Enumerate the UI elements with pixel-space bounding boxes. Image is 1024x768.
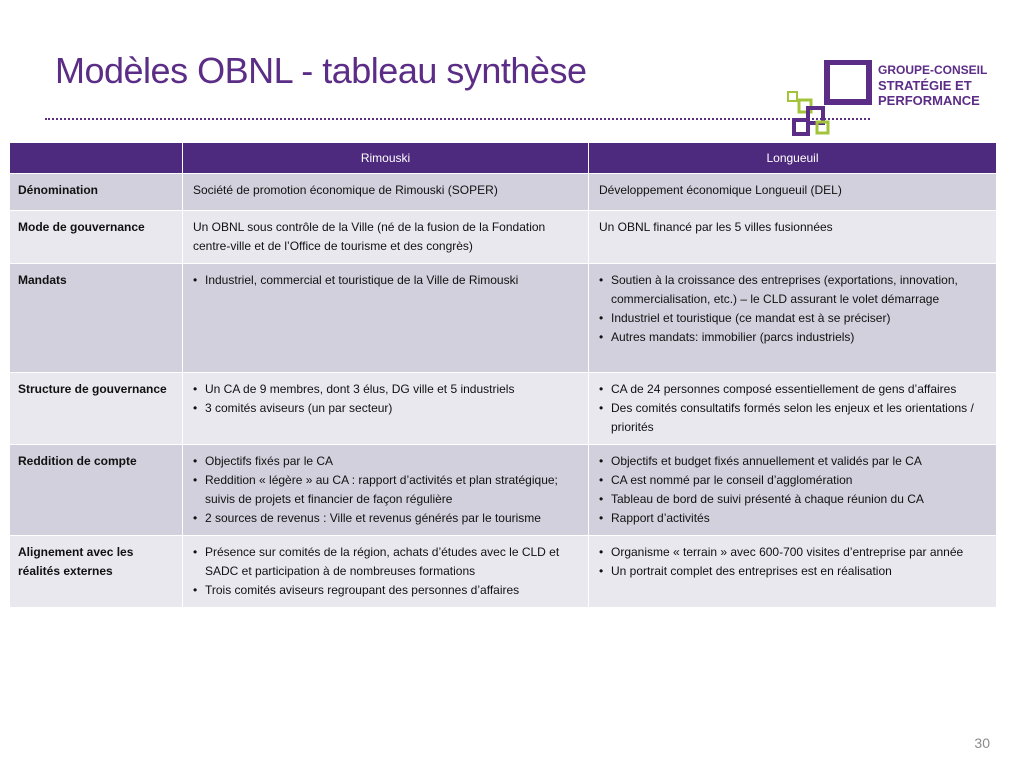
- page-number: 30: [974, 735, 990, 751]
- cell-longueuil: [589, 536, 997, 608]
- logo-frame-shape: [827, 62, 869, 102]
- logo-line-3: PERFORMANCE: [878, 93, 980, 108]
- list-item: • Objectifs fixés par le CA: [193, 452, 578, 471]
- list-item: • Un portrait complet des entreprises est en réalisation: [599, 562, 986, 581]
- list-item: • Des comités consultatifs formés selon les enjeux et les orientations / priorités: [599, 399, 986, 437]
- table-row: [10, 264, 997, 373]
- header-longueuil: Longueuil: [589, 143, 997, 174]
- row-label: Mode de gouvernance: [10, 211, 183, 264]
- list-item: • Présence sur comités de la région, achats d’études avec le CLD et SADC et participation à de nombreuses formations: [193, 543, 578, 581]
- list-item: • Trois comités aviseurs regroupant des personnes d’affaires: [193, 581, 578, 600]
- cell-longueuil: [589, 174, 997, 211]
- row-label: Structure de gouvernance: [10, 373, 183, 445]
- list-item: • Industriel, commercial et touristique de la Ville de Rimouski: [193, 271, 578, 290]
- cell-text: Société de promotion économique de Rimouski (SOPER): [193, 183, 498, 197]
- summary-table: [9, 142, 997, 608]
- list-item: • CA de 24 personnes composé essentiellement de gens d’affaires: [599, 380, 986, 399]
- table-row: [10, 445, 997, 536]
- list-item: • Soutien à la croissance des entreprises (exportations, innovation, commercialisation, etc.) – le CLD assurant le volet démarrage: [599, 271, 986, 309]
- bullet-list: [599, 380, 986, 437]
- cell-longueuil: [589, 264, 997, 373]
- logo-square-small: [788, 92, 797, 101]
- bullet-list: [193, 452, 578, 528]
- table-row: [10, 536, 997, 608]
- bullet-list: [193, 271, 578, 290]
- row-label: Mandats: [10, 264, 183, 373]
- cell-rimouski: [183, 445, 589, 536]
- header-rimouski: Rimouski: [183, 143, 589, 174]
- bullet-list: [599, 452, 986, 528]
- table-row: [10, 174, 997, 211]
- cell-rimouski: [183, 373, 589, 445]
- cell-text: Un OBNL sous contrôle de la Ville (né de la fusion de la Fondation centre-ville et de l’Office de tourisme et des congrès): [193, 220, 546, 253]
- cell-longueuil: [589, 445, 997, 536]
- bullet-list: [193, 543, 578, 600]
- logo-text: [878, 63, 987, 108]
- cell-text: Développement économique Longueuil (DEL): [599, 183, 842, 197]
- list-item: • 3 comités aviseurs (un par secteur): [193, 399, 578, 418]
- logo-line-2: STRATÉGIE ET: [878, 78, 972, 93]
- list-item: • Organisme « terrain » avec 600-700 visites d’entreprise par année: [599, 543, 986, 562]
- list-item: • Reddition « légère » au CA : rapport d’activités et plan stratégique; suivis de projets et financier de façon régulière: [193, 471, 578, 509]
- row-label: Dénomination: [10, 174, 183, 211]
- table-row: [10, 373, 997, 445]
- bullet-list: [193, 380, 578, 418]
- header-empty: [10, 143, 183, 174]
- cell-rimouski: [183, 174, 589, 211]
- row-label: Reddition de compte: [10, 445, 183, 536]
- cell-rimouski: [183, 211, 589, 264]
- cell-rimouski: [183, 536, 589, 608]
- bullet-list: [599, 543, 986, 581]
- list-item: • Objectifs et budget fixés annuellement et validés par le CA: [599, 452, 986, 471]
- list-item: • Tableau de bord de suivi présenté à chaque réunion du CA: [599, 490, 986, 509]
- list-item: • 2 sources de revenus : Ville et revenus générés par le tourisme: [193, 509, 578, 528]
- slide-title: Modèles OBNL - tableau synthèse: [55, 50, 587, 91]
- row-label: Alignement avec les réalités externes: [10, 536, 183, 608]
- title-divider: [45, 118, 870, 120]
- logo-line-1: GROUPE-CONSEIL: [878, 63, 988, 77]
- table-body: [10, 174, 997, 608]
- list-item: • CA est nommé par le conseil d’agglomération: [599, 471, 986, 490]
- cell-longueuil: [589, 211, 997, 264]
- cell-text: Un OBNL financé par les 5 villes fusionnées: [599, 220, 833, 234]
- logo-square-purple-low: [794, 120, 808, 134]
- table-row: [10, 211, 997, 264]
- cell-longueuil: [589, 373, 997, 445]
- bullet-list: [599, 271, 986, 347]
- list-item: • Autres mandats: immobilier (parcs industriels): [599, 328, 986, 347]
- list-item: • Rapport d’activités: [599, 509, 986, 528]
- table-header-row: [10, 143, 997, 174]
- cell-rimouski: [183, 264, 589, 373]
- list-item: • Industriel et touristique (ce mandat est à se préciser): [599, 309, 986, 328]
- list-item: • Un CA de 9 membres, dont 3 élus, DG ville et 5 industriels: [193, 380, 578, 399]
